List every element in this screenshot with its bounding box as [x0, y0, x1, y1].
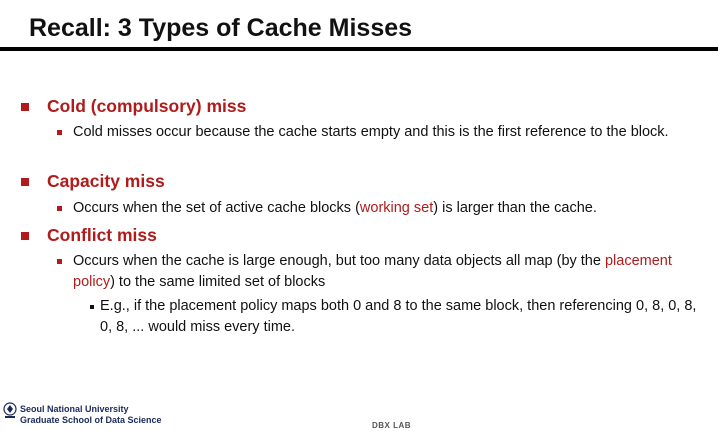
bullet-heading: Capacity miss [47, 171, 165, 191]
small-square-bullet-icon [90, 305, 94, 309]
text-before: Occurs when the cache is large enough, but too many data objects all map (by the [73, 253, 605, 269]
square-bullet-icon [21, 103, 29, 111]
sub-bullet-cold-miss [57, 122, 697, 143]
text-after: ) is larger than the cache. [433, 200, 597, 216]
sub-bullet-capacity-miss [57, 198, 697, 219]
university-seal-icon [3, 400, 17, 422]
school-name: Graduate School of Data Science [20, 415, 162, 425]
sub-bullet-text [73, 251, 697, 293]
bullet-heading: Cold (compulsory) miss [47, 96, 247, 116]
text-after: ) to the same limited set of blocks [110, 274, 326, 290]
sub-bullet-text [73, 198, 697, 219]
title-divider [0, 47, 718, 51]
highlight-working-set: working set [359, 200, 434, 216]
sub-bullet-conflict-miss [57, 251, 697, 293]
bullet-heading: Conflict miss [47, 225, 157, 245]
slide-title: Recall: 3 Types of Cache Misses [29, 14, 413, 42]
square-bullet-icon [57, 259, 62, 264]
sub-bullet-text: Cold misses occur because the cache starts empty and this is the first reference to the block. [73, 124, 669, 140]
text-before: Occurs when the set of active cache blocks ( [73, 200, 360, 216]
highlight-placement-policy: placement policy [73, 253, 672, 290]
subsub-bullet-text: E.g., if the placement policy maps both 0 and 8 to the same block, then referencing 0, 8, 0, 8, 0, 8, ... would miss every time. [100, 298, 697, 335]
square-bullet-icon [21, 232, 29, 240]
subsub-bullet-example [90, 296, 700, 338]
university-name: Seoul National University [20, 404, 129, 414]
footer-lab-name: DBX LAB [372, 421, 412, 430]
square-bullet-icon [21, 178, 29, 186]
square-bullet-icon [57, 130, 62, 135]
footer-university [20, 404, 162, 426]
square-bullet-icon [57, 206, 62, 211]
